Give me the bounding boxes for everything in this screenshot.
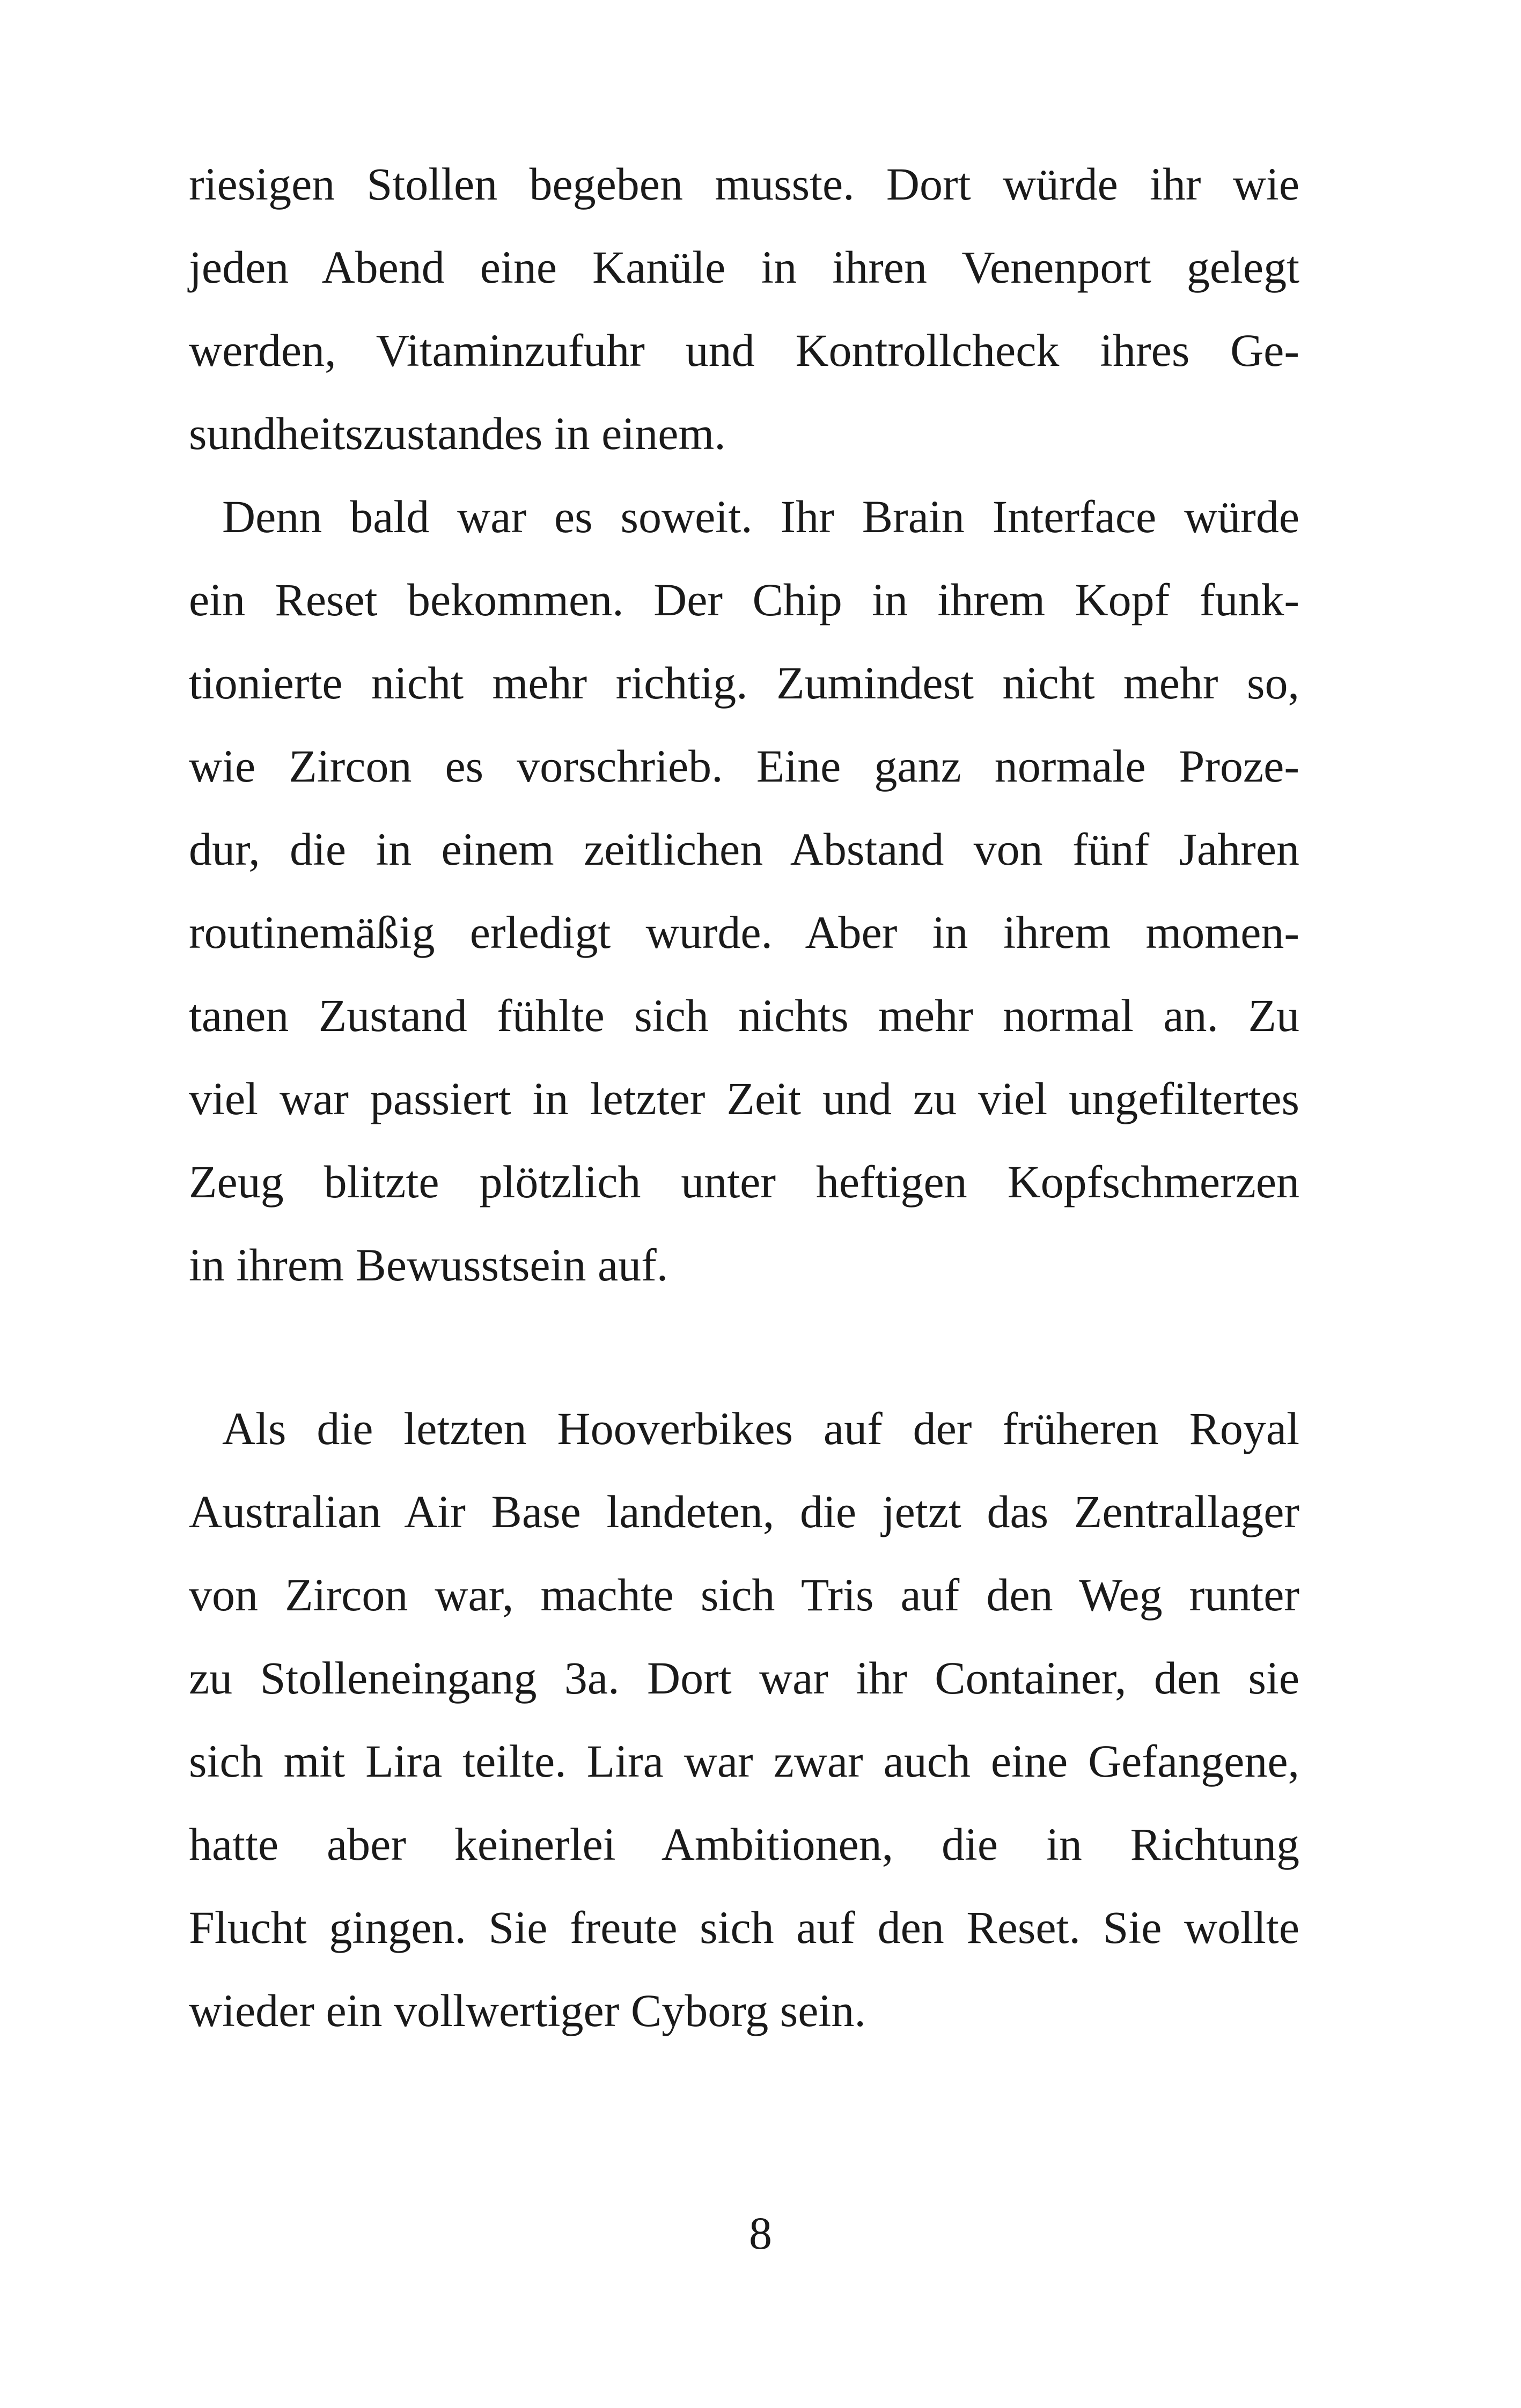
text-line: hatte aber keinerlei Ambitionen, die in Richtung [189, 1818, 1299, 1870]
text-line: zu Stolleneingang 3a. Dort war ihr Container, den sie [189, 1652, 1299, 1704]
text-line: ein Reset bekommen. Der Chip in ihrem Kopf funk- [189, 574, 1299, 625]
paragraph [189, 1387, 1299, 2052]
text-block-upper [189, 143, 1299, 1307]
paragraph [189, 475, 1299, 1307]
text-line: Australian Air Base landeten, die jetzt das Zentrallager [189, 1486, 1299, 1537]
text-line: wie Zircon es vorschrieb. Eine ganz normale Proze- [189, 740, 1299, 792]
text-line: sich mit Lira teilte. Lira war zwar auch eine Gefangene, [189, 1735, 1299, 1787]
paragraph [189, 143, 1299, 475]
text-line: viel war passiert in letzter Zeit und zu viel ungefiltertes [189, 1073, 1299, 1124]
text-line: jeden Abend eine Kanüle in ihren Venenport gelegt [189, 241, 1299, 293]
text-line: Denn bald war es soweit. Ihr Brain Interface würde [222, 491, 1299, 542]
text-line: routinemäßig erledigt wurde. Aber in ihrem momen- [189, 907, 1299, 958]
text-line: dur, die in einem zeitlichen Abstand von fünf Jahren [189, 823, 1299, 875]
text-line: Zeug blitzte plötzlich unter heftigen Kopfschmerzen [189, 1156, 1299, 1207]
text-block-lower [189, 1387, 1299, 2052]
text-line: wieder ein vollwertiger Cyborg sein. [189, 1985, 866, 2036]
text-line: Flucht gingen. Sie freute sich auf den Reset. Sie wollte [189, 1902, 1299, 1953]
text-line: tanen Zustand fühlte sich nichts mehr normal an. Zu [189, 990, 1299, 1041]
page-number: 8 [749, 2207, 772, 2259]
text-line: Als die letzten Hooverbikes auf der früheren Royal [222, 1403, 1299, 1454]
text-line: von Zircon war, machte sich Tris auf den Weg runter [189, 1569, 1299, 1621]
text-line: riesigen Stollen begeben musste. Dort würde ihr wie [189, 158, 1299, 210]
text-line: in ihrem Bewusstsein auf. [189, 1239, 668, 1291]
text-line: tionierte nicht mehr richtig. Zumindest nicht mehr so, [189, 657, 1299, 709]
text-line: sundheitszustandes in einem. [189, 408, 726, 459]
text-line: werden, Vitaminzufuhr und Kontrollcheck ihres Ge- [189, 325, 1299, 376]
